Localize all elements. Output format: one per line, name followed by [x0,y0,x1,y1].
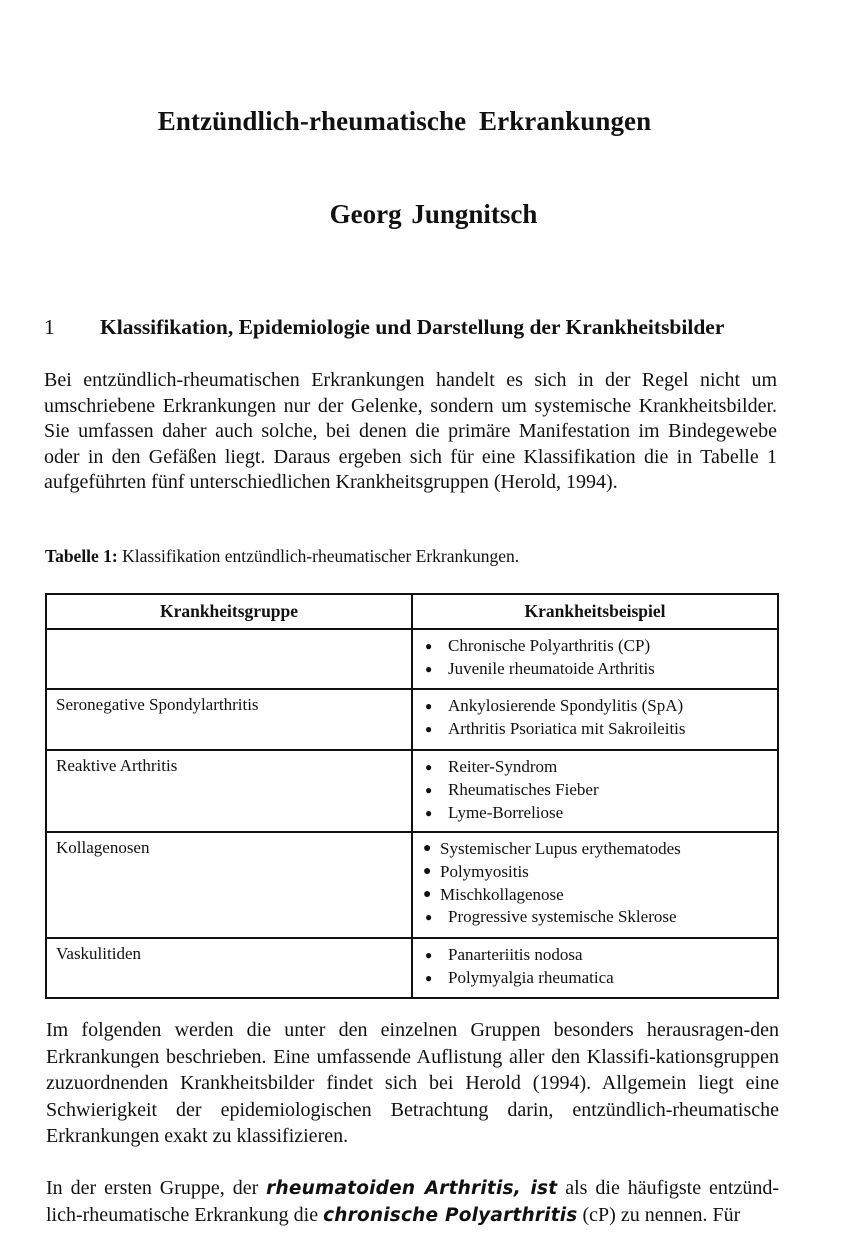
example-list [423,695,771,741]
document-author: Georg Jungnitsch [329,199,538,229]
examples-cell [412,629,778,689]
last-paragraph-text-3: (cP) zu nennen. Für [577,1204,741,1226]
example-item: ● Polymyalgia rheumatica [423,967,771,990]
examples-cell [412,689,778,750]
group-cell: Reaktive Arthritis [46,750,412,832]
example-list [423,838,771,929]
example-item: ● Mischkollagenose [423,884,771,907]
example-item: ● Reiter-Syndrom [423,756,771,779]
table-row [46,938,778,998]
following-paragraph: Im folgenden werden die unter den einzelnen Gruppen besonders herausragen-den Erkrankungen beschrieben. Eine umfassende Auflistung aller den Klassifi-kationsgruppen zuzuordnenden Krankheitsbilder findet sich bei Herold (1994). Allgemein liegt eine Schwierigkeit der epidemiologischen Betrachtung darin, entzündlich-rheumatische Erkrankungen exakt zu klassifizieren. [46,1019,779,1148]
example-item: ● Panarteriitis nodosa [423,944,771,967]
example-item: ● Rheumatisches Fieber [423,779,771,802]
group-cell: Seronegative Spondylarthritis [46,689,412,750]
section-number: 1 [44,315,55,339]
last-paragraph [46,1175,779,1229]
example-item: ● Systemischer Lupus erythematodes [423,838,771,861]
example-item: ● Chronische Polyarthritis (CP) [423,635,771,658]
examples-cell [412,750,778,832]
table-caption-text: Klassifikation entzündlich-rheumatischer Erkrankungen. [117,546,520,566]
table-row [46,629,778,689]
example-list [423,756,771,824]
group-cell: Vaskulitiden [46,938,412,998]
table-caption [45,546,519,567]
table-row [46,832,778,938]
table-caption-label: Tabelle 1: [45,546,118,566]
header-krankheitsgruppe: Krankheitsgruppe [46,594,412,629]
example-list [423,635,771,681]
example-item: ● Lyme-Borreliose [423,802,771,825]
header-krankheitsbeispiel: Krankheitsbeispiel [412,594,778,629]
intro-paragraph: Bei entzündlich-rheumatischen Erkrankungen handelt es sich in der Regel nicht um umschriebene Erkrankungen nur der Gelenke, sondern um systemische Krankheitsbilder. Sie umfassen daher auch solche, bei denen die primäre Manifestation im Bindegewebe oder in den Gefäßen liegt. Daraus ergeben sich für eine Klassifikation die in Tabelle 1 aufgeführten fünf unterschiedlichen Krankheitsgruppen (Herold, 1994). [44,369,777,494]
table-row [46,750,778,832]
table-row [46,689,778,750]
example-item: ● Arthritis Psoriatica mit Sakroileitis [423,718,771,741]
group-cell [46,629,412,689]
example-item: ● Polymyositis [423,861,771,884]
emphasis-rheumatoide-arthritis: rheumatoiden Arthritis, ist [266,1178,558,1199]
examples-cell [412,832,778,938]
section-heading [44,315,779,340]
table-header-row [46,594,778,629]
last-paragraph-text-2: als die häufigste entzünd-lich-rheumatische Erkrankung die [46,1177,780,1226]
emphasis-chronische-polyarthritis: chronische Polyarthritis [323,1205,578,1226]
document-title: Entzündlich-rheumatische Erkrankungen [157,106,652,136]
last-paragraph-text-1: In der ersten Gruppe, der [46,1177,267,1199]
section-title: Klassifikation, Epidemiologie und Darstellung der Krankheitsbilder [100,315,725,339]
example-list [423,944,771,990]
group-cell: Kollagenosen [46,832,412,938]
example-item: ● Ankylosierende Spondylitis (SpA) [423,695,771,718]
classification-table [45,593,779,999]
example-item: ● Juvenile rheumatoide Arthritis [423,658,771,681]
examples-cell [412,938,778,998]
example-item: ● Progressive systemische Sklerose [423,906,771,929]
